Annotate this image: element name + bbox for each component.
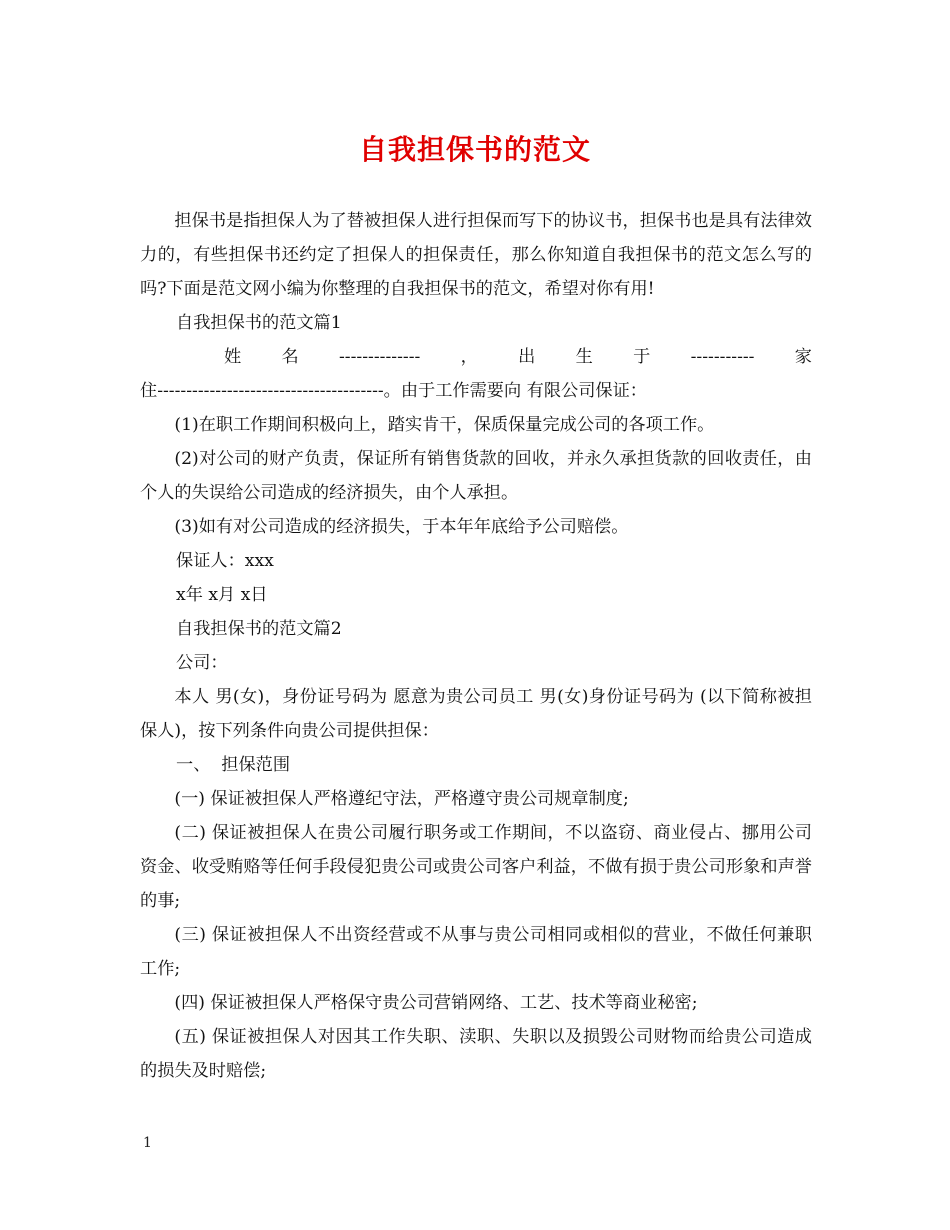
birth-label-1: 出 [518,347,536,367]
clause-4: (四) 保证被担保人严格保守贵公司营销网络、工艺、技术等商业秘密; [174,993,698,1013]
addressee-line: 公司： [176,653,228,673]
address-line: 住---------------------------------------。由于工作需要向 有限公司保证： [140,381,647,401]
page-number: 1 [143,1135,152,1151]
clause-1: (一) 保证被担保人严格遵纪守法，严格遵守贵公司规章制度; [174,789,629,809]
opening-paragraph: 本人 男(女)，身份证号码为 愿意为贵公司员工 男(女)身份证号码为 (以下简称被担保人)，按下列条件向贵公司提供担保： [140,687,812,741]
clause-5: (五) 保证被担保人对因其工作失职、渎职、失职以及损毁公司财物而给贵公司造成的损失及时赔偿; [140,1027,812,1081]
home-label: 家 [794,347,812,367]
scope-heading: 一、 担保范围 [176,755,291,775]
birth-label-2: 生 [575,347,593,367]
section1-heading: 自我担保书的范文篇1 [176,313,342,333]
name-label-2: 名 [281,347,299,367]
document-title: 自我担保书的范文 [358,133,591,166]
birth-label-3: 于 [633,347,651,367]
clause-3: (三) 保证被担保人不出资经营或不从事与贵公司相同或相似的营业，不做任何兼职工作; [140,925,812,979]
fill-comma: ， [460,347,478,367]
birth-blank: ----------- [690,347,755,367]
intro-paragraph: 担保书是指担保人为了替被担保人进行担保而写下的协议书，担保书也是具有法律效力的，有些担保书还约定了担保人的担保责任，那么你知道自我担保书的范文怎么写的吗?下面是范文网小编为你整理的自我担保书的范文，希望对你有用! [140,211,812,299]
signer-line: 保证人：xxx [176,551,274,571]
section1-item-2: (2)对公司的财产负责，保证所有销售货款的回收，并永久承担货款的回收责任，由个人的失误给公司造成的经济损失，由个人承担。 [140,449,812,503]
section1-item-1: (1)在职工作期间积极向上，踏实肯干，保质保量完成公司的各项工作。 [174,415,715,435]
clause-2: (二) 保证被担保人在贵公司履行职务或工作期间，不以盗窃、商业侵占、挪用公司资金、收受贿赂等任何手段侵犯贵公司或贵公司客户利益，不做有损于贵公司形象和声誉的事; [140,823,812,911]
date-line: x年 x月 x日 [176,585,268,605]
document-body [140,204,812,1088]
section2-heading: 自我担保书的范文篇2 [176,619,342,639]
section1-fill-line [140,340,812,374]
name-label-1: 姓 [224,347,242,367]
section1-item-3: (3)如有对公司造成的经济损失，于本年年底给予公司赔偿。 [174,517,629,537]
name-blank: -------------- [339,347,421,367]
